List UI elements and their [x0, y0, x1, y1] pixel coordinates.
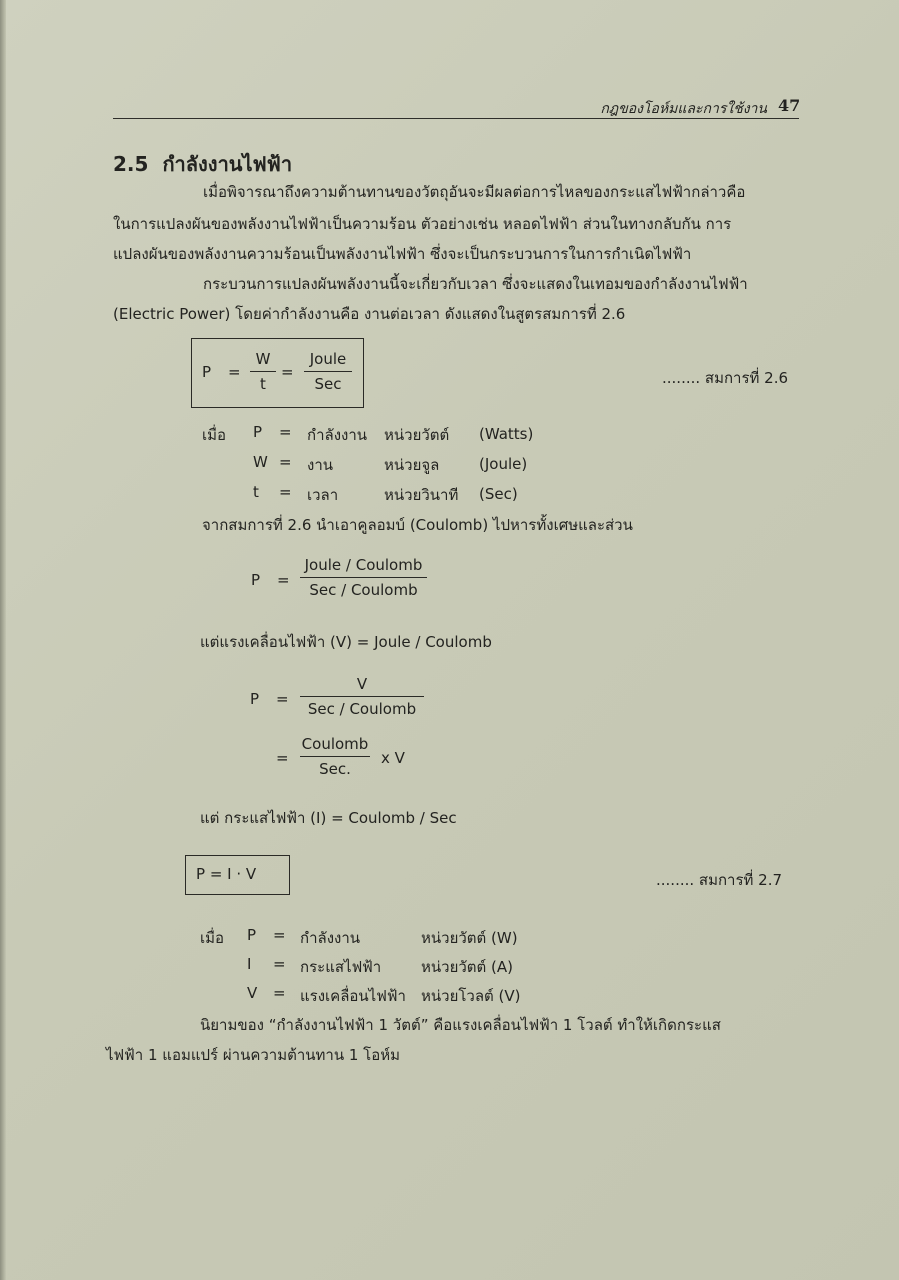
def-name: แรงเคลื่อนไฟฟ้า [300, 987, 406, 1005]
page-edge-shadow [0, 0, 6, 1280]
def-name: งาน [307, 456, 334, 474]
fraction-denominator: Sec [314, 375, 342, 393]
running-header-title: กฎของโอห์มและการใช้งาน [600, 101, 767, 117]
step2-lhs: P [250, 690, 260, 708]
paragraph-line: แปลงผันของพลังงานความร้อนเป็นพลังงานไฟฟ้า ซึ่งจะเป็นกระบวนการในการกำเนิดไฟฟ้า [113, 245, 692, 263]
definitions-intro: เมื่อ [200, 929, 225, 947]
def-unit: หน่วยโวลต์ (V) [421, 987, 521, 1005]
step3-equals: = [276, 749, 289, 767]
step2-fraction [300, 675, 424, 718]
step1-lhs: P [251, 571, 261, 589]
def-equals: = [279, 423, 292, 441]
def-symbol: P [253, 423, 263, 441]
header-rule [113, 118, 799, 119]
def-symbol: t [253, 483, 259, 501]
section-heading [113, 148, 292, 180]
emf-definition-text: แต่แรงเคลื่อนไฟฟ้า (V) = Joule / Coulomb [200, 633, 492, 651]
def-equals: = [273, 984, 286, 1002]
fraction-numerator: Coulomb [301, 735, 369, 753]
eq-2-6-equals: = [228, 363, 241, 381]
fraction-numerator: W [255, 350, 271, 368]
fraction-bar [250, 371, 276, 372]
def-name: เวลา [307, 486, 339, 504]
def-symbol: P [247, 926, 257, 944]
definitions-intro: เมื่อ [202, 426, 227, 444]
eq-2-6-lhs: P [202, 363, 212, 381]
paragraph-line: กระบวนการแปลงผันพลังงานนี้จะเกี่ยวกับเวลา ซึ่งจะแสดงในเทอมของกำลังงานไฟฟ้า [203, 275, 748, 293]
fraction-bar [300, 756, 370, 757]
step1-fraction [300, 556, 427, 599]
def-unit-en: (Watts) [479, 425, 534, 443]
fraction-bar [304, 371, 352, 372]
def-unit: หน่วยจูล [384, 456, 440, 474]
fraction-denominator: Sec / Coulomb [309, 581, 418, 599]
step3-times-v: x V [381, 749, 405, 767]
def-name: กระแสไฟฟ้า [300, 958, 382, 976]
def-unit-en: (Joule) [479, 455, 528, 473]
eq-2-6-equals: = [281, 363, 294, 381]
step3-fraction [300, 735, 370, 778]
def-equals: = [279, 453, 292, 471]
def-symbol: V [247, 984, 258, 1002]
equation-2-7-label: ........ สมการที่ 2.7 [656, 871, 783, 889]
def-unit: หน่วยวัตต์ [384, 426, 450, 444]
def-name: กำลังงาน [307, 426, 368, 444]
current-definition-text: แต่ กระแสไฟฟ้า (I) = Coulomb / Sec [200, 809, 457, 827]
def-unit: หน่วยวัตต์ (W) [421, 929, 518, 947]
section-title: กำลังงานไฟฟ้า [162, 152, 293, 176]
def-equals: = [273, 955, 286, 973]
fraction-numerator: Joule / Coulomb [304, 556, 423, 574]
paragraph-line: เมื่อพิจารณาถึงความต้านทานของวัตถุอันจะมีผลต่อการไหลของกระแสไฟฟ้ากล่าวคือ [203, 183, 746, 201]
page-number: 47 [778, 96, 801, 115]
def-equals: = [279, 483, 292, 501]
fraction-denominator: Sec / Coulomb [307, 700, 417, 718]
step2-equals: = [276, 690, 289, 708]
equation-2-6-label: ........ สมการที่ 2.6 [662, 369, 789, 387]
fraction-denominator: Sec. [319, 760, 351, 778]
eq-2-6-fraction-w-t [250, 350, 276, 393]
watt-definition-line: ไฟฟ้า 1 แอมแปร์ ผ่านความต้านทาน 1 โอห์ม [106, 1046, 401, 1064]
fraction-bar [300, 577, 427, 578]
eq-2-6-fraction-joule-sec [304, 350, 352, 393]
def-symbol: W [253, 453, 268, 471]
section-number: 2.5 [113, 152, 149, 176]
fraction-numerator: V [356, 675, 368, 693]
def-unit-en: (Sec) [479, 485, 518, 503]
paragraph-line: (Electric Power) โดยค่ากำลังงานคือ งานต่อเวลา ดังแสดงในสูตรสมการที่ 2.6 [113, 305, 626, 323]
fraction-denominator: t [260, 375, 266, 393]
equation-2-7-expression: P = I · V [196, 865, 257, 883]
def-symbol: I [247, 955, 252, 973]
paragraph-line: ในการแปลงผันของพลังงานไฟฟ้าเป็นความร้อน ตัวอย่างเช่น หลอดไฟฟ้า ส่วนในทางกลับกัน การ [113, 215, 732, 233]
def-name: กำลังงาน [300, 929, 361, 947]
def-unit: หน่วยวัตต์ (A) [421, 958, 513, 976]
fraction-numerator: Joule [309, 350, 347, 368]
def-unit: หน่วยวินาที [384, 486, 459, 504]
fraction-bar [300, 696, 424, 697]
step1-equals: = [277, 571, 290, 589]
watt-definition-line: นิยามของ “กำลังงานไฟฟ้า 1 วัตต์” คือแรงเคลื่อนไฟฟ้า 1 โวลต์ ทำให้เกิดกระแส [200, 1016, 721, 1034]
derivation-text: จากสมการที่ 2.6 นำเอาคูลอมบ์ (Coulomb) ไปหารทั้งเศษและส่วน [202, 516, 633, 534]
def-equals: = [273, 926, 286, 944]
